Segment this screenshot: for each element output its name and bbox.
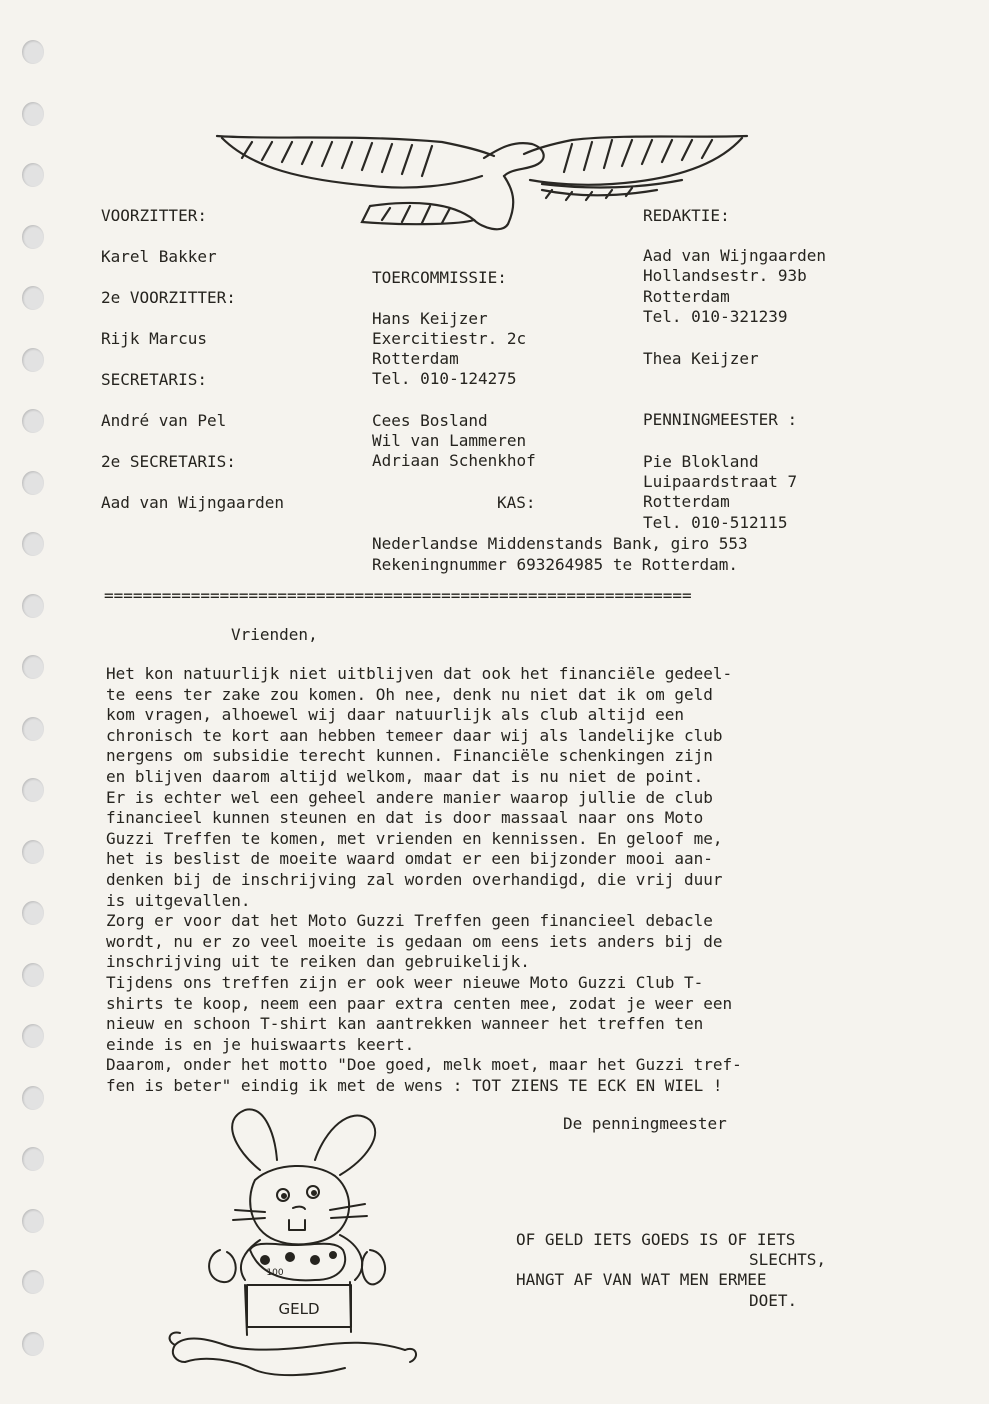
penningmeester-line: Luipaardstraat 7 [643,472,798,491]
redaktie-line: Hollandsestr. 93b [643,266,807,285]
secretaris-label: SECRETARIS: [101,370,207,389]
binder-hole [22,286,44,310]
toercommissie-line: Hans Keijzer [372,309,488,328]
letter-line: te eens ter zake zou komen. Oh nee, denk nu niet dat ik om geld [106,684,713,704]
penningmeester-line: Tel. 010-512115 [643,513,788,532]
letter-line: is uitgevallen. [106,890,251,910]
letter-line: Er is echter wel een geheel andere manier waarop jullie de club [106,787,713,807]
letter-line: nergens om subsidie terecht kunnen. Financiële schenkingen zijn [106,746,713,766]
signature: De penningmeester [563,1114,727,1133]
binder-hole [22,348,44,372]
letter-line: Daarom, onder het motto "Doe goed, melk moet, maar het Guzzi tref- [106,1055,742,1075]
binder-hole [22,471,44,495]
penningmeester-line: Pie Blokland [643,452,759,471]
letter-line: shirts te koop, neem een paar extra centen mee, zodat je weer een [106,993,733,1013]
cartoon-sign-text: GELD [278,1300,320,1318]
letter-line: denken bij de inschrijving zal worden overhandigd, die vrij duur [106,869,723,889]
binder-hole [22,717,44,741]
quote-line: HANGT AF VAN WAT MEN ERMEE [516,1270,767,1289]
binder-hole [22,901,44,925]
binder-hole [22,1024,44,1048]
voorzitter-label: VOORZITTER: [101,206,207,225]
toercommissie-line: Tel. 010-124275 [372,369,517,388]
redaktie-line: Rotterdam [643,287,730,306]
redaktie-line: Tel. 010-321239 [643,307,788,326]
cartoon-coin-label: 100 [266,1268,284,1278]
toercommissie-line: Rotterdam [372,349,459,368]
binder-hole [22,963,44,987]
separator-rule: ============================================================= [104,586,692,605]
letter-line: en blijven daarom altijd welkom, maar dat is nu niet de point. [106,766,704,786]
secretaris2-label: 2e SECRETARIS: [101,452,236,471]
letter-line: Tijdens ons treffen zijn er ook weer nieuwe Moto Guzzi Club T- [106,972,704,992]
redaktie-line: Aad van Wijngaarden [643,246,827,265]
binder-hole [22,102,44,126]
voorzitter-name: Karel Bakker [101,247,217,266]
toercommissie-member: Adriaan Schenkhof [372,451,536,470]
bank-line: Rekeningnummer 693264985 te Rotterdam. [372,555,739,574]
letter-line: nieuw en schoon T-shirt kan aantrekken wanneer het treffen ten [106,1014,704,1034]
letter-line: einde is en je huiswaarts keert. [106,1034,415,1054]
letter-body [106,664,926,1096]
binder-hole [22,532,44,556]
secretaris-name: André van Pel [101,411,227,430]
penningmeester-label: PENNINGMEESTER : [643,410,798,429]
binder-hole [22,655,44,679]
binder-hole [22,40,44,64]
binder-hole [22,594,44,618]
binder-hole [22,1332,44,1356]
binder-hole [22,225,44,249]
letter-line: wordt, nu er zo veel moeite is gedaan om eens iets anders bij de [106,931,723,951]
letter-line: financieel kunnen steunen en dat is door massaal naar ons Moto [106,808,704,828]
toercommissie-line: Exercitiestr. 2c [372,329,527,348]
letter-line: fen is beter" eindig ik met de wens : TOT ZIENS TE ECK EN WIEL ! [106,1075,723,1095]
quote-line: SLECHTS, [749,1250,827,1269]
letter-line: chronisch te kort aan hebben temeer daar wij als landelijke club [106,725,723,745]
toercommissie-member: Cees Bosland [372,411,488,430]
letter-line: kom vragen, alhoewel wij daar natuurlijk als club altijd een [106,705,684,725]
bank-line: Nederlandse Middenstands Bank, giro 553 [372,534,748,553]
letter-line: Het kon natuurlijk niet uitblijven dat ook het financiële gedeel- [106,664,733,683]
binder-hole [22,840,44,864]
letter-line: het is beslist de moeite waard omdat er een bijzonder mooi aan- [106,849,713,869]
secretaris2-name: Aad van Wijngaarden [101,493,285,512]
salutation: Vrienden, [231,625,318,644]
letter-line: Zorg er voor dat het Moto Guzzi Treffen geen financieel debacle [106,911,713,931]
kas-label: KAS: [497,493,536,512]
vice-voorzitter-name: Rijk Marcus [101,329,207,348]
binder-hole [22,1270,44,1294]
quote-line: DOET. [749,1291,798,1310]
redaktie-label: REDAKTIE: [643,206,730,225]
binder-hole [22,1086,44,1110]
penningmeester-line: Rotterdam [643,492,730,511]
redaktie-extra: Thea Keijzer [643,349,759,368]
binder-hole [22,163,44,187]
letter-line: Guzzi Treffen te komen, met vrienden en kennissen. En geloof me, [106,828,723,848]
binder-hole [22,778,44,802]
rabbit-cartoon-icon [165,1100,425,1390]
binder-hole [22,1209,44,1233]
toercommissie-member: Wil van Lammeren [372,431,527,450]
vice-voorzitter-label: 2e VOORZITTER: [101,288,236,307]
letter-line: inschrijving uit te reiken dan gebruikelijk. [106,952,530,972]
binder-hole [22,1147,44,1171]
binder-hole [22,409,44,433]
toercommissie-label: TOERCOMMISSIE: [372,268,507,287]
quote-line: OF GELD IETS GOEDS IS OF IETS [516,1230,796,1249]
